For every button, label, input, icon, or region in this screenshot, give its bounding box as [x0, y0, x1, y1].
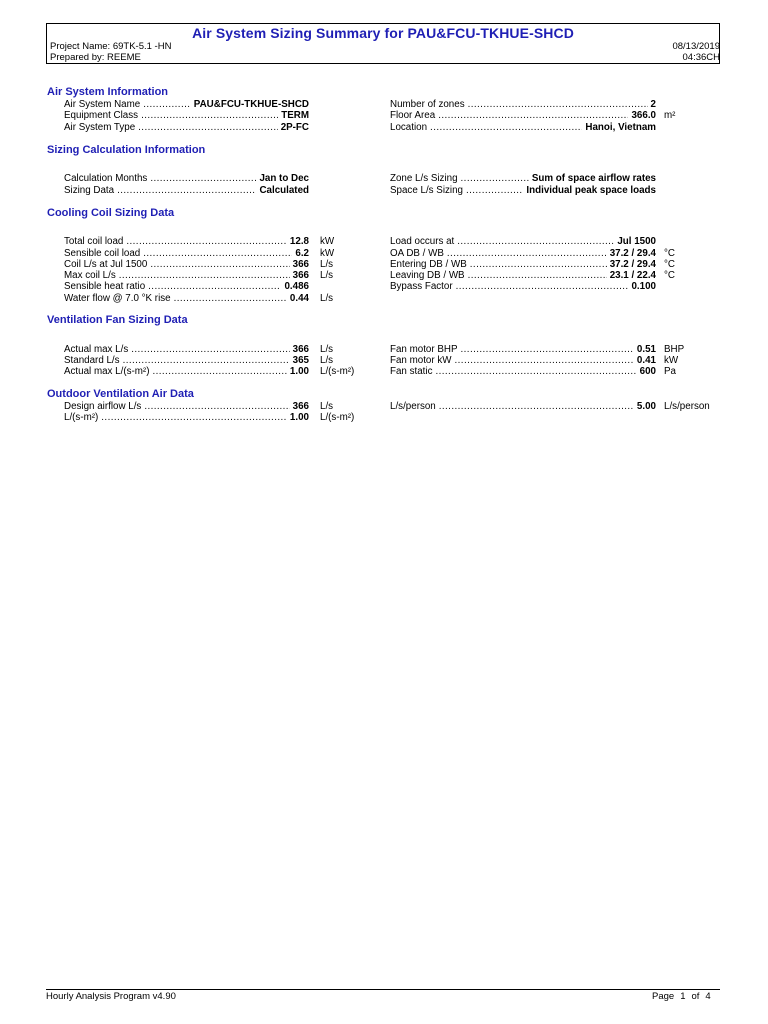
field-value: 2 — [650, 99, 656, 110]
field-unit: L/s — [320, 259, 334, 270]
field-value: 366.0 — [631, 110, 656, 121]
footer-divider — [46, 989, 720, 990]
field-floor-area — [390, 110, 656, 121]
leader-dots — [150, 173, 256, 184]
field-oa-db-wb — [390, 248, 656, 259]
field-label: Total coil load — [64, 236, 124, 247]
leader-dots — [126, 236, 287, 247]
section-title-air-system-info: Air System Information — [47, 86, 169, 98]
field-unit: L/s — [320, 270, 334, 281]
leader-dots — [461, 344, 634, 355]
field-fan-motor-kw — [390, 355, 656, 366]
field-value: 0.100 — [631, 281, 656, 292]
report-title: Air System Sizing Summary for PAU&FCU-TKHUE-SHCD — [192, 25, 574, 41]
field-unit: m² — [664, 110, 676, 121]
leader-dots — [117, 185, 256, 196]
field-unit: L/(s-m²) — [320, 412, 355, 423]
field-label: Space L/s Sizing — [390, 185, 463, 196]
leader-dots — [470, 259, 607, 270]
leader-dots — [143, 99, 191, 110]
field-value: 0.44 — [289, 293, 309, 304]
field-value: 5.00 — [636, 401, 656, 412]
section-title-sizing-calc-info: Sizing Calculation Information — [47, 144, 206, 156]
field-value: 366 — [292, 401, 309, 412]
field-value: Calculated — [259, 185, 309, 196]
leader-dots — [148, 281, 281, 292]
field-value: Hanoi, Vietnam — [585, 122, 656, 133]
section-title-outdoor-ventilation: Outdoor Ventilation Air Data — [47, 388, 194, 400]
field-actual-max-lsm2 — [64, 366, 309, 377]
field-unit: L/s — [320, 401, 334, 412]
field-label: Entering DB / WB — [390, 259, 467, 270]
field-label: Air System Type — [64, 122, 136, 133]
field-fan-static — [390, 366, 656, 377]
field-value: 365 — [292, 355, 309, 366]
field-value: 0.51 — [636, 344, 656, 355]
leader-dots — [141, 110, 278, 121]
field-value: TERM — [281, 110, 309, 121]
field-entering-db-wb — [390, 259, 656, 270]
field-label: Actual max L/(s-m²) — [64, 366, 150, 377]
field-label: Equipment Class — [64, 110, 139, 121]
field-value: PAU&FCU-TKHUE-SHCD — [193, 99, 309, 110]
field-ls-per-person — [390, 401, 656, 412]
leader-dots — [150, 259, 289, 270]
field-unit: °C — [664, 259, 675, 270]
prepared-by: Prepared by: REEME — [50, 52, 141, 63]
field-value: 366 — [292, 344, 309, 355]
field-unit: kW — [320, 236, 335, 247]
field-value: 600 — [639, 366, 656, 377]
field-label: Coil L/s at Jul 1500 — [64, 259, 148, 270]
leader-dots — [455, 355, 634, 366]
leader-dots — [131, 344, 289, 355]
leader-dots — [466, 185, 523, 196]
field-label: Floor Area — [390, 110, 436, 121]
field-label: Standard L/s — [64, 355, 120, 366]
field-value: 1.00 — [289, 366, 309, 377]
field-bypass-factor — [390, 281, 656, 292]
field-unit: BHP — [664, 344, 685, 355]
field-value: Individual peak space loads — [526, 185, 656, 196]
field-label: Location — [390, 122, 428, 133]
field-label: L/(s-m²) — [64, 412, 99, 423]
leader-dots — [152, 366, 286, 377]
page-total: 4 — [705, 991, 711, 1002]
field-value: 37.2 / 29.4 — [609, 248, 656, 259]
field-design-airflow — [64, 401, 309, 412]
field-unit: L/s — [320, 344, 334, 355]
leader-dots — [430, 122, 582, 133]
field-label: Sensible coil load — [64, 248, 141, 259]
field-space-ls-sizing — [390, 185, 656, 196]
page-of: of — [691, 991, 700, 1002]
leader-dots — [457, 236, 614, 247]
field-label: Actual max L/s — [64, 344, 129, 355]
field-sensible-heat-ratio — [64, 281, 309, 292]
field-equipment-class — [64, 110, 309, 121]
leader-dots — [119, 270, 290, 281]
section-title-cooling-coil: Cooling Coil Sizing Data — [47, 207, 175, 219]
field-standard-ls — [64, 355, 309, 366]
field-unit: kW — [664, 355, 679, 366]
field-value: 23.1 / 22.4 — [609, 270, 656, 281]
field-label: Max coil L/s — [64, 270, 116, 281]
field-unit: L/s — [320, 355, 334, 366]
field-coil-ls — [64, 259, 309, 270]
leader-dots — [439, 401, 634, 412]
field-value: 0.486 — [284, 281, 309, 292]
field-water-flow — [64, 293, 309, 304]
field-calculation-months — [64, 173, 309, 184]
field-label: Sensible heat ratio — [64, 281, 146, 292]
field-sensible-coil-load — [64, 248, 309, 259]
field-unit: °C — [664, 270, 675, 281]
leader-dots — [438, 110, 628, 121]
field-value: 37.2 / 29.4 — [609, 259, 656, 270]
leader-dots — [123, 355, 290, 366]
field-label: Fan motor BHP — [390, 344, 458, 355]
report-time: 04:36CH — [682, 52, 720, 63]
leader-dots — [456, 281, 629, 292]
leader-dots — [138, 122, 278, 133]
page-number — [652, 991, 717, 1002]
field-unit: Pa — [664, 366, 676, 377]
leader-dots — [468, 99, 648, 110]
field-label: Bypass Factor — [390, 281, 453, 292]
field-label: Number of zones — [390, 99, 465, 110]
field-actual-max-ls — [64, 344, 309, 355]
leader-dots — [447, 248, 607, 259]
field-location — [390, 122, 656, 133]
field-fan-motor-bhp — [390, 344, 656, 355]
leader-dots — [101, 412, 287, 423]
field-label: Load occurs at — [390, 236, 455, 247]
leader-dots — [144, 401, 289, 412]
page-current: 1 — [680, 991, 686, 1002]
field-unit: kW — [320, 248, 335, 259]
page-word: Page — [652, 991, 675, 1002]
report-date: 08/13/2019 — [672, 41, 720, 52]
field-value: 12.8 — [289, 236, 309, 247]
section-title-ventilation-fan: Ventilation Fan Sizing Data — [47, 314, 188, 326]
field-max-coil-ls — [64, 270, 309, 281]
field-label: Sizing Data — [64, 185, 115, 196]
field-unit: L/(s-m²) — [320, 366, 355, 377]
field-label: Fan motor kW — [390, 355, 452, 366]
leader-dots — [461, 173, 529, 184]
project-name: Project Name: 69TK-5.1 -HN — [50, 41, 172, 52]
field-value: 0.41 — [636, 355, 656, 366]
field-number-of-zones — [390, 99, 656, 110]
field-unit: L/s/person — [664, 401, 710, 412]
field-label: Water flow @ 7.0 °K rise — [64, 293, 171, 304]
field-air-system-type — [64, 122, 309, 133]
field-label: OA DB / WB — [390, 248, 444, 259]
field-label: L/s/person — [390, 401, 436, 412]
field-unit: °C — [664, 248, 675, 259]
field-sizing-data — [64, 185, 309, 196]
field-unit: L/s — [320, 293, 334, 304]
leader-dots — [174, 293, 287, 304]
field-label: Zone L/s Sizing — [390, 173, 458, 184]
leader-dots — [468, 270, 607, 281]
field-value: 1.00 — [289, 412, 309, 423]
field-load-occurs-at — [390, 236, 656, 247]
field-total-coil-load — [64, 236, 309, 247]
field-air-system-name — [64, 99, 309, 110]
program-name: Hourly Analysis Program v4.90 — [46, 991, 176, 1002]
field-zone-ls-sizing — [390, 173, 656, 184]
field-label: Calculation Months — [64, 173, 148, 184]
field-value: 6.2 — [295, 248, 309, 259]
field-ls-per-m2 — [64, 412, 309, 423]
field-value: Jul 1500 — [617, 236, 656, 247]
field-value: Jan to Dec — [259, 173, 309, 184]
field-leaving-db-wb — [390, 270, 656, 281]
report-header — [46, 23, 720, 64]
field-label: Leaving DB / WB — [390, 270, 465, 281]
field-value: 366 — [292, 270, 309, 281]
leader-dots — [435, 366, 636, 377]
field-value: 366 — [292, 259, 309, 270]
field-value: Sum of space airflow rates — [531, 173, 656, 184]
field-label: Fan static — [390, 366, 433, 377]
leader-dots — [143, 248, 292, 259]
field-value: 2P-FC — [280, 122, 309, 133]
field-label: Design airflow L/s — [64, 401, 142, 412]
field-label: Air System Name — [64, 99, 141, 110]
